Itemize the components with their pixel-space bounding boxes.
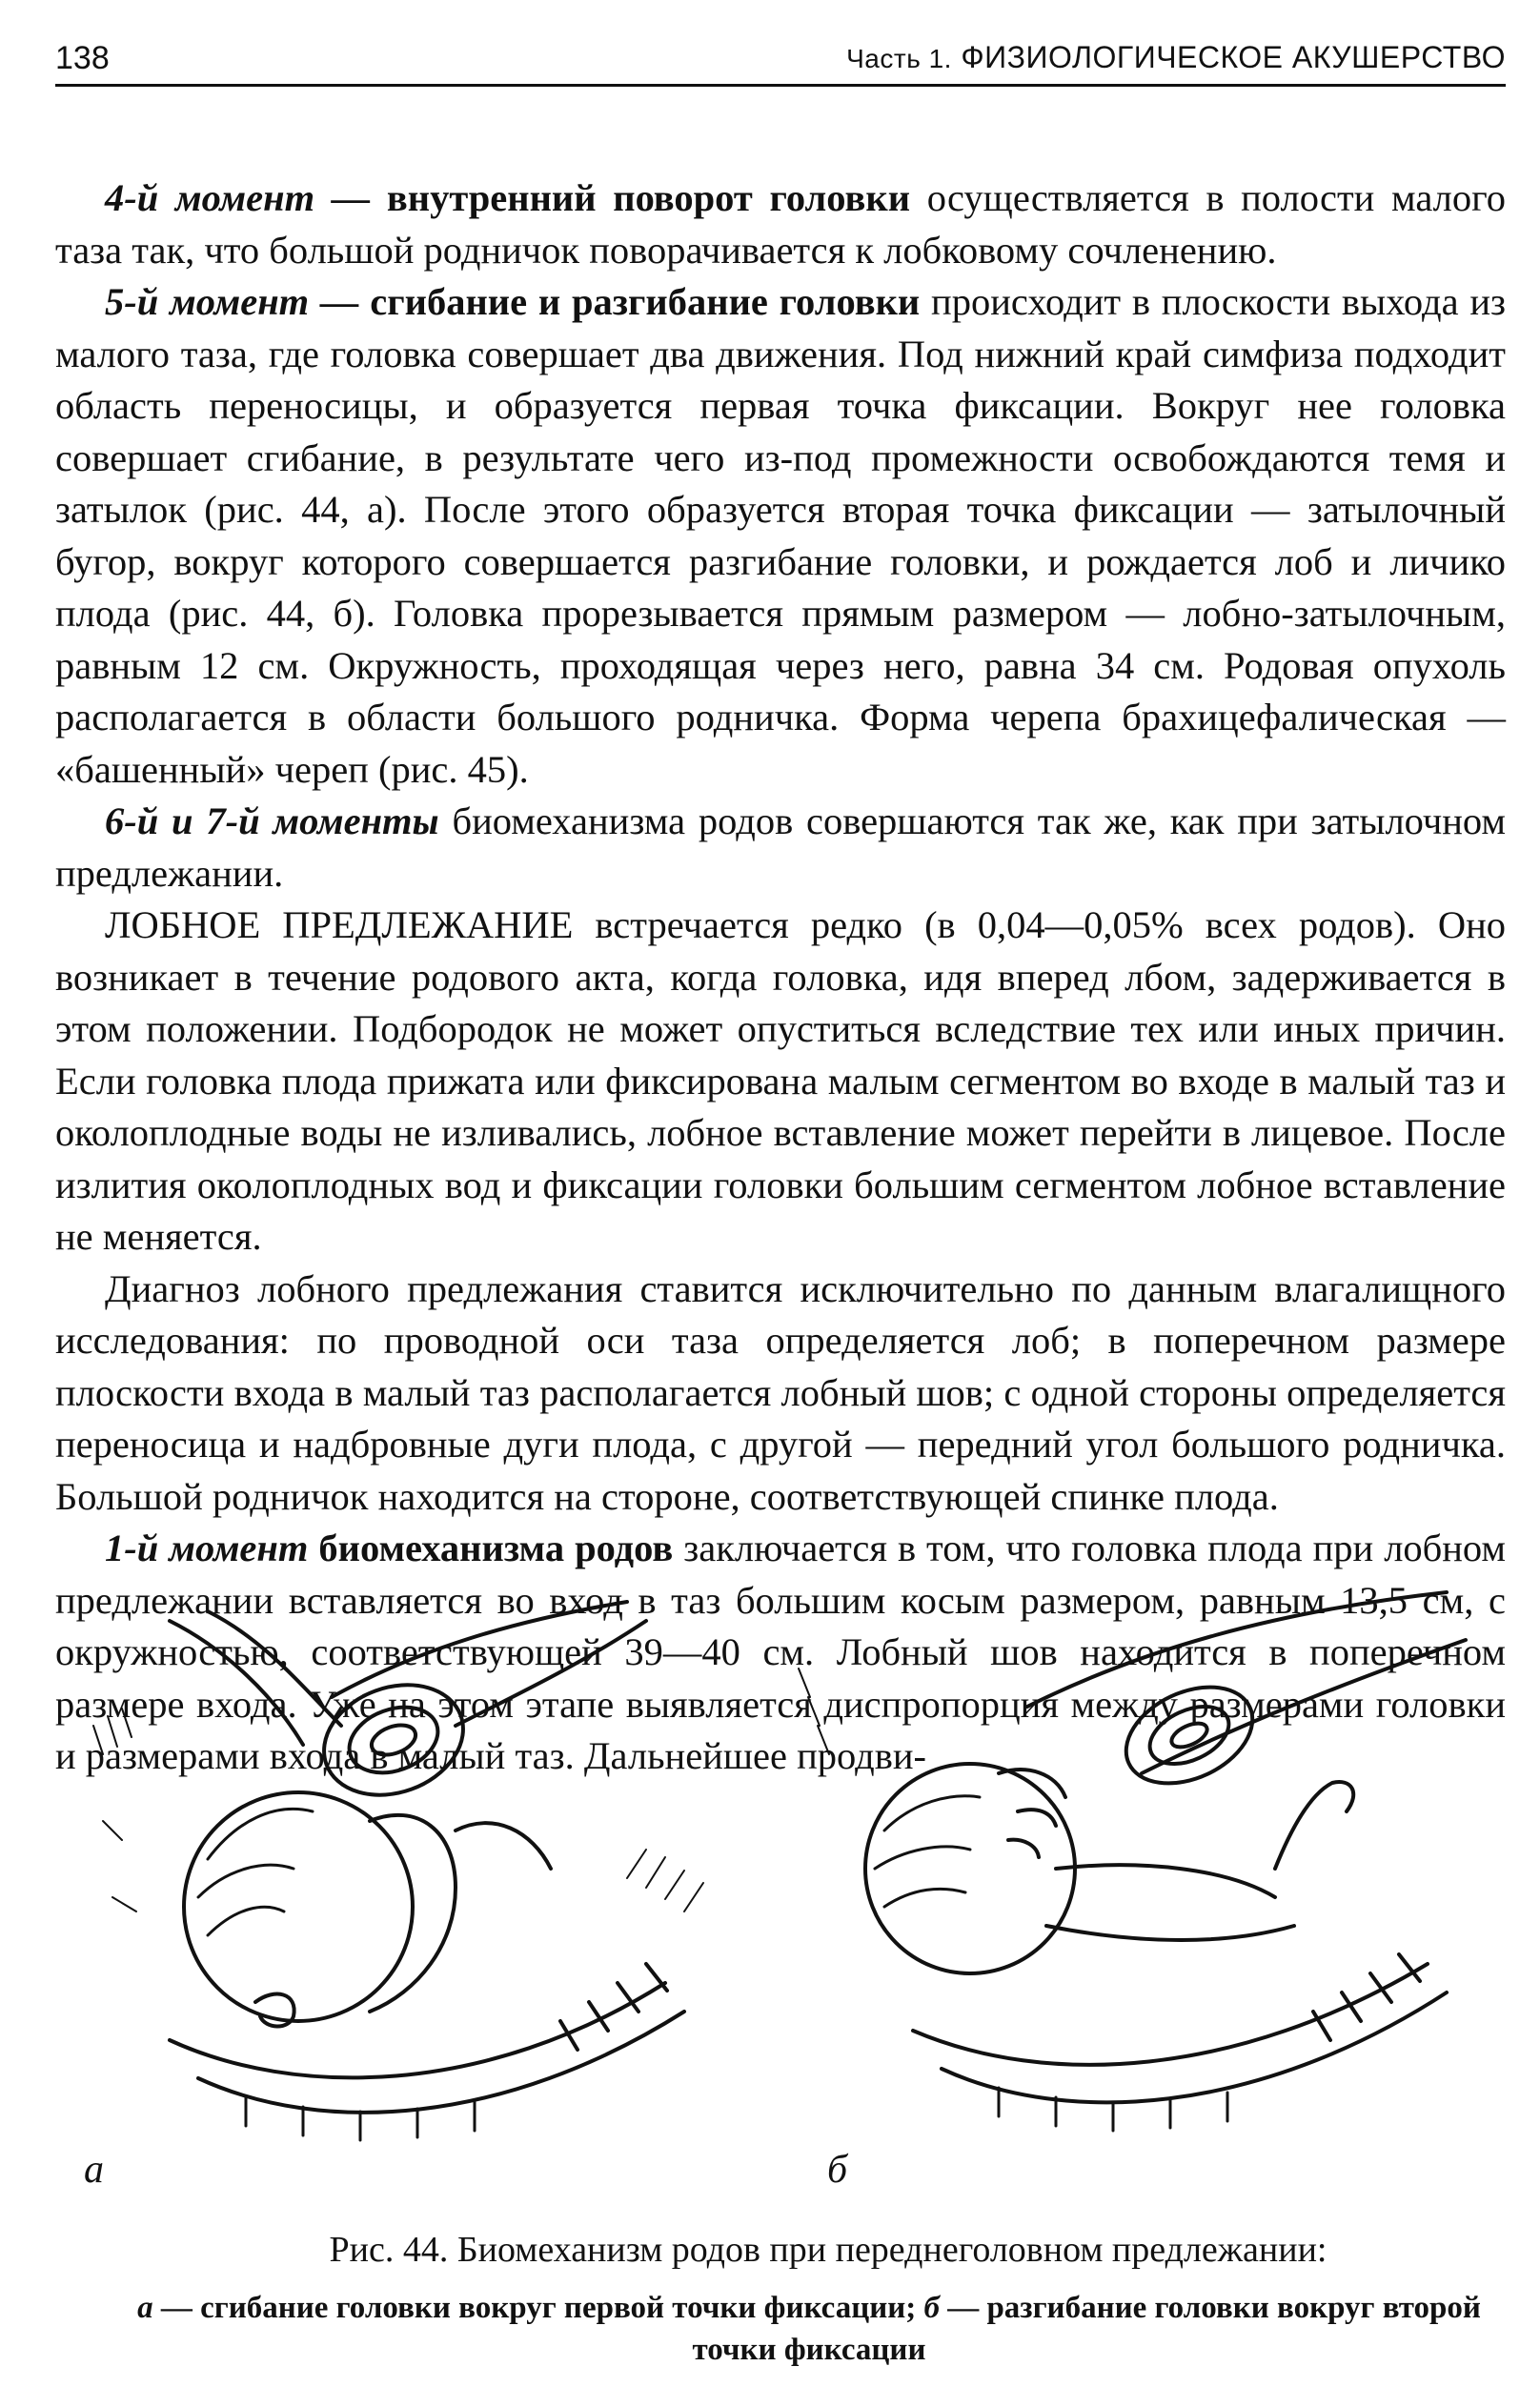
- running-head-title: ФИЗИОЛОГИЧЕСКОЕ АКУШЕРСТВО: [961, 40, 1506, 74]
- paragraph-lead-italic: 5-й момент —: [105, 280, 359, 323]
- paragraph-lead-bold: биомеханизма родов: [318, 1527, 674, 1569]
- paragraph-lead-bold: сгибание и разгибание головки: [370, 280, 921, 323]
- figure-panel-b: [780, 1583, 1485, 2193]
- paragraph-lead-italic: 1-й момент: [105, 1527, 309, 1569]
- body-text: [55, 172, 1506, 1783]
- page-number: 138: [55, 40, 110, 76]
- caption-letter: а: [137, 2291, 153, 2325]
- figure-panel-label: б: [827, 2148, 848, 2192]
- paragraph-moment-4: [55, 172, 1506, 276]
- paragraph-text: происходит в плоскости выхода из малого таза, где головка совершает два движения. Под нижний край симфиза подходит область переносицы, и образуется первая точка фиксации. Вокруг нее головка совершает сгибание, в результате чего из-под промежности освобождаются темя и затылок (рис. 44, а). После этого образуется вторая точка фиксации — затылочный бугор, вокруг которого совершается разгибание головки, и рождается лоб и личико плода (рис. 44, б). Головка прорезывается прямым размером — лобно-затылочным, равным 12 см. Окружность, проходящая через него, равна 34 см. Родовая опухоль располагается в области большого родничка. Форма черепа брахицефалическая — «башенный» череп (рис. 45).: [55, 280, 1507, 791]
- paragraph-lead-italic: 4-й момент —: [105, 176, 371, 219]
- paragraph-text: заключается в том, что головка плода при лобном предлежании вставляется во вход в таз большим косым размером, равным 13,5 см, с окружностью, соответствующей 39—40 см. Лобный шов находится в поперечном размере входа. Уже на этом этапе выявляется диспропорция между размерами головки и размерами входа в малый таз. Дальнейшее продви-: [55, 1527, 1507, 1777]
- figure-caption: [55, 2226, 1506, 2371]
- paragraph-text: ЛОБНОЕ ПРЕДЛЕЖАНИЕ встречается редко (в 0,04—0,05% всех родов). Оно возникает в течение родового акта, когда головка, идя вперед лбом, задерживается в этом положении. Подбородок не может опуститься вследствие тех или иных причин. Если головка плода прижата или фиксирована малым сегментом во входе в малый таз и околоплодные воды не изливались, лобное вставление может перейти в лицевое. После излития околоплодных вод и фиксации головки большим сегментом лобное вставление не меняется.: [55, 903, 1506, 1258]
- paragraph-moment-5: [55, 276, 1506, 796]
- caption-text: — разгибание головки вокруг второй точки фиксации: [692, 2291, 1481, 2367]
- page-header: [55, 34, 1506, 87]
- caption-text: — сгибание головки вокруг первой точки фиксации;: [160, 2291, 917, 2325]
- running-head: [846, 40, 1506, 75]
- paragraph-text: осуществляется в полости малого таза так, что большой родничок поворачивается к лобковому сочленению.: [55, 176, 1506, 272]
- paragraph-moments-6-7: [55, 796, 1506, 900]
- figure-panel-a: [55, 1583, 760, 2193]
- figure-44: [55, 1583, 1506, 2193]
- running-head-part: Часть 1.: [846, 44, 952, 73]
- caption-letter: б: [923, 2291, 940, 2325]
- paragraph-lead-bold: внутренний поворот головки: [386, 176, 911, 219]
- paragraph-lead-italic: 6-й и 7-й моменты: [105, 799, 439, 842]
- fetal-head-flexion-illustration: [55, 1583, 760, 2154]
- paragraph-brow-presentation: [55, 900, 1506, 1264]
- paragraph-diagnosis: [55, 1264, 1506, 1524]
- caption-title: Рис. 44. Биомеханизм родов при переднеголовном предлежании:: [329, 2230, 1327, 2270]
- fetal-head-extension-illustration: [780, 1583, 1485, 2154]
- book-page: [55, 34, 1507, 2367]
- figure-panel-label: а: [84, 2148, 104, 2192]
- caption-body: [55, 2287, 1506, 2371]
- paragraph-text: Диагноз лобного предлежания ставится исключительно по данным влагалищного исследования: по проводной оси таза определяется лоб; в поперечном размере плоскости входа в малый таз располагается лобный шов; с одной стороны определяется переносица и надбровные дуги плода, с другой — передний угол большого родничка. Большой родничок находится на стороне, соответствующей спинке плода.: [55, 1266, 1506, 1518]
- paragraph-text: биомеханизма родов совершаются так же, как при затылочном предлежании.: [55, 799, 1507, 895]
